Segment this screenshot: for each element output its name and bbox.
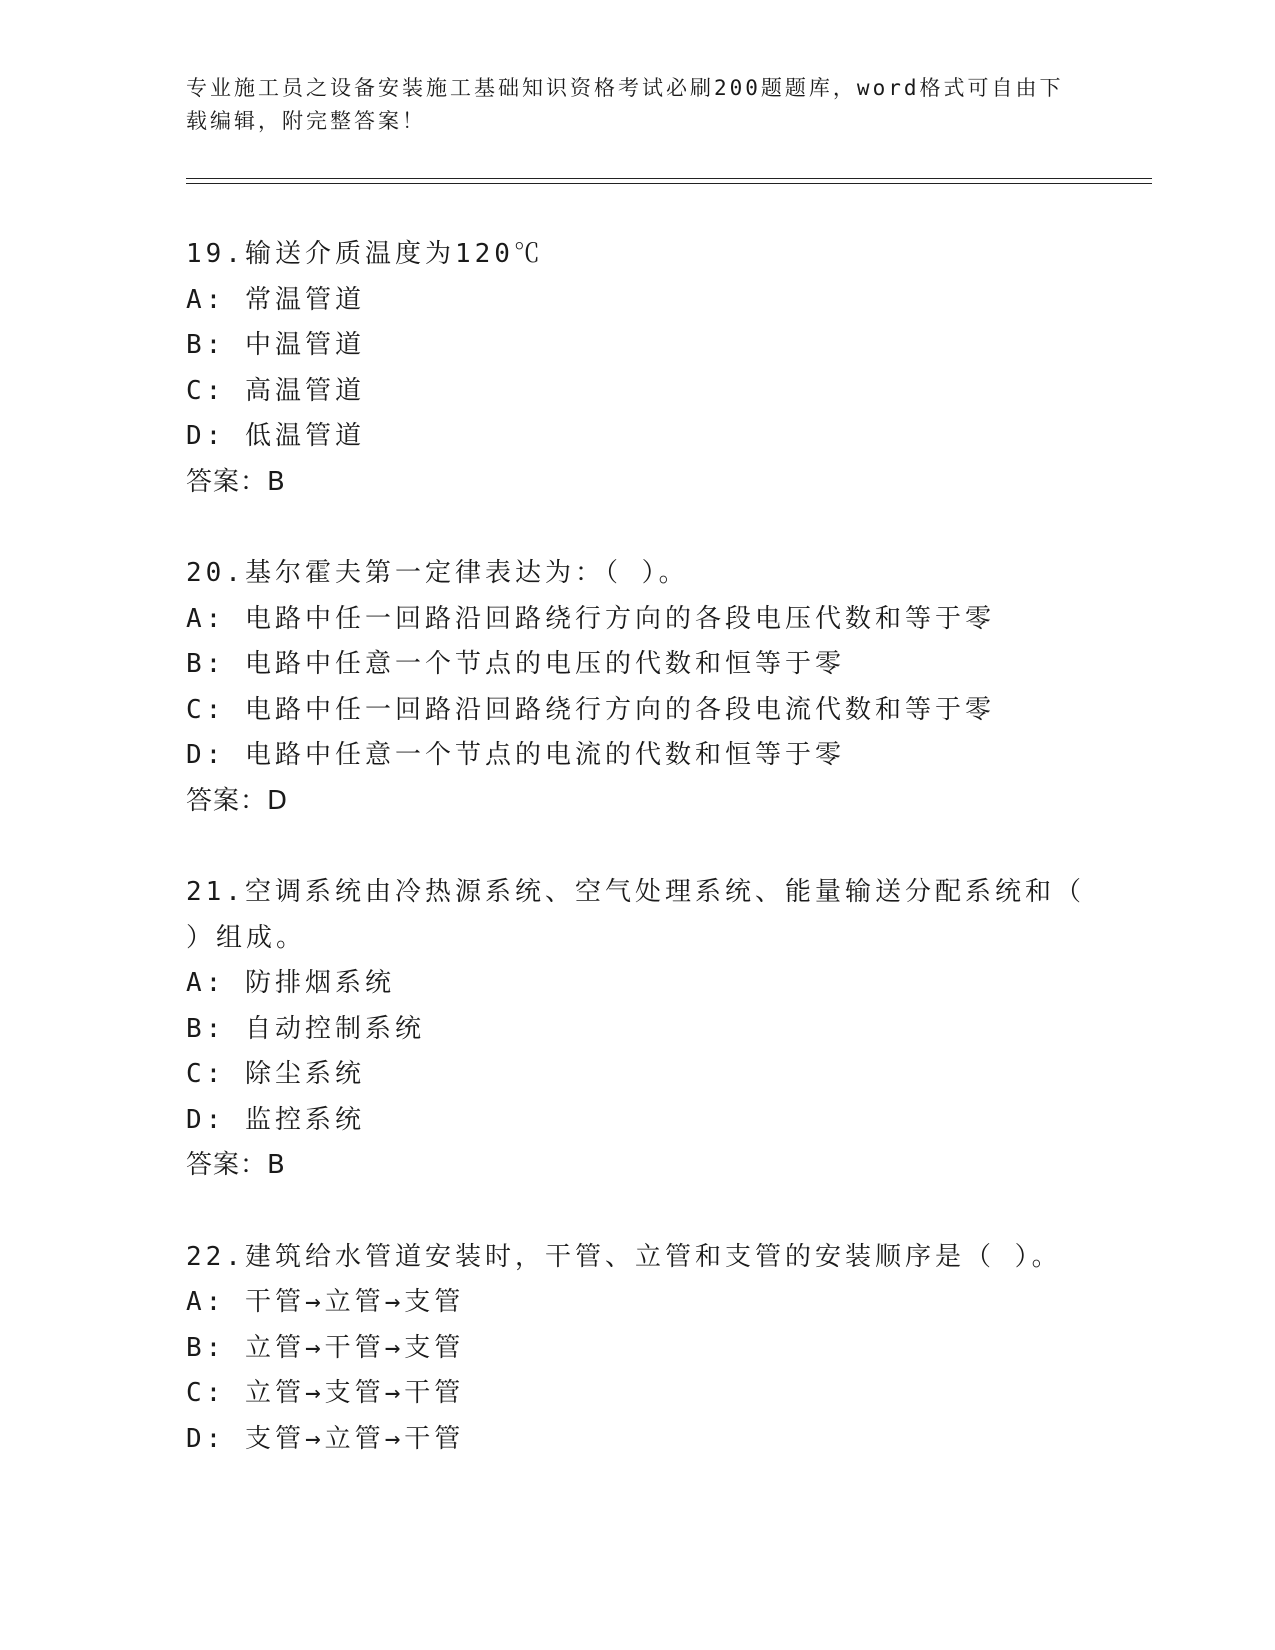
option-b: B: 自动控制系统 — [186, 1013, 425, 1044]
question-text: 21.空调系统由冷热源系统、空气处理系统、能量输送分配系统和（ ）组成。 — [186, 877, 1105, 953]
question-list — [186, 232, 1105, 1508]
option-d: D: 低温管道 — [186, 421, 365, 451]
document-title: 专业施工员之设备安装施工基础知识资格考试必刷200题题库，word格式可自由下载编辑，附完整答案！ — [186, 76, 1064, 133]
option-a: A: 常温管道 — [186, 284, 365, 315]
option-b: B: 中温管道 — [186, 330, 365, 360]
option-c: C: 高温管道 — [186, 375, 365, 406]
question-22 — [186, 1235, 1086, 1463]
question-21 — [186, 870, 1105, 1189]
option-a: A: 电路中任一回路沿回路绕行方向的各段电压代数和等于零 — [186, 603, 995, 634]
option-b: B: 电路中任意一个节点的电压的代数和恒等于零 — [186, 649, 845, 679]
header-divider-top — [186, 178, 1152, 179]
header-divider-bottom — [186, 183, 1152, 184]
option-d: D: 电路中任意一个节点的电流的代数和恒等于零 — [186, 740, 845, 770]
option-c: C: 电路中任一回路沿回路绕行方向的各段电流代数和等于零 — [186, 694, 995, 725]
answer: 答案：B — [186, 466, 286, 497]
option-d: D: 监控系统 — [186, 1104, 365, 1135]
option-c: C: 立管→支管→干管 — [186, 1378, 465, 1408]
question-20 — [186, 551, 1086, 824]
question-text: 19.输送介质温度为120℃ — [186, 239, 544, 269]
question-19 — [186, 232, 1086, 505]
option-c: C: 除尘系统 — [186, 1059, 365, 1089]
option-a: A: 防排烟系统 — [186, 968, 395, 998]
answer: 答案：D — [186, 785, 289, 816]
option-b: B: 立管→干管→支管 — [186, 1332, 465, 1363]
option-d: D: 支管→立管→干管 — [186, 1423, 465, 1454]
question-text: 22.建筑给水管道安装时，干管、立管和支管的安装顺序是（ ）。 — [186, 1241, 1062, 1272]
answer: 答案：B — [186, 1150, 286, 1180]
option-a: A: 干管→立管→支管 — [186, 1287, 465, 1317]
question-text: 20.基尔霍夫第一定律表达为：（ ）。 — [186, 558, 689, 588]
